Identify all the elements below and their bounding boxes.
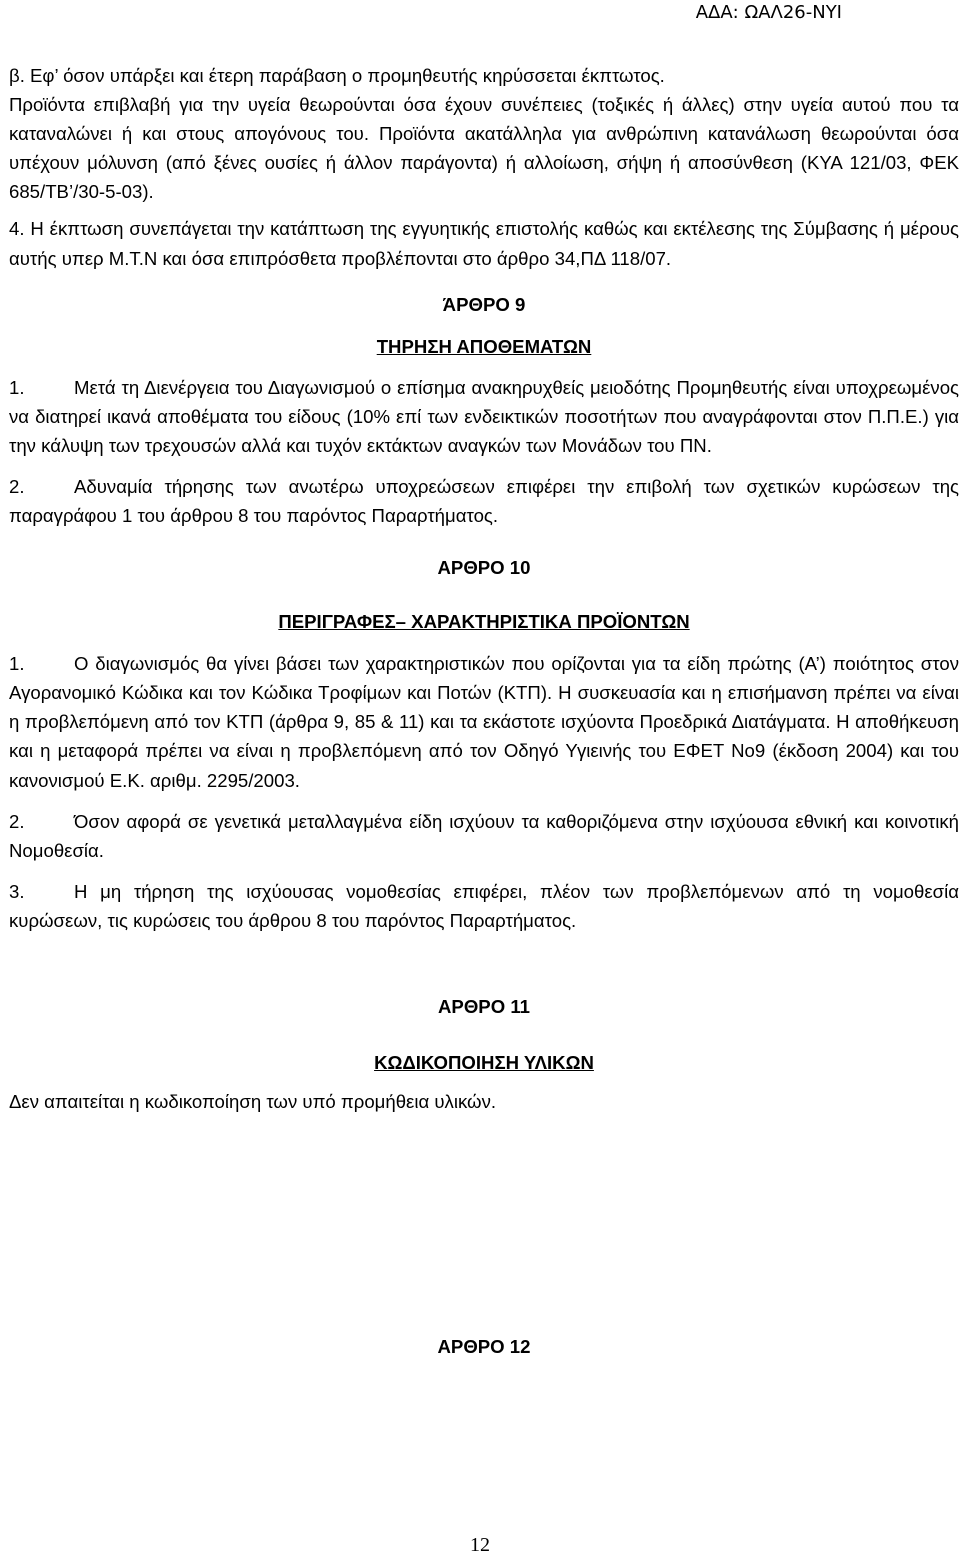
article-9-paragraph-1 <box>9 373 959 460</box>
article-10-item-2-number: 2. <box>9 810 25 832</box>
article-10-paragraph-3 <box>9 877 959 935</box>
article-12-title: ΑΡΘΡΟ 12 <box>437 1336 531 1358</box>
article-10-item-1-text: Ο διαγωνισμός θα γίνει βάσει των χαρακτηριστικών που ορίζονται για τα είδη πρώτης (Α’) ποιότητος στον Αγορανομικό Κώδικα και τον Κώδικα Τροφίμων και Ποτών (ΚΤΠ). Η συσκευασία και η επισήμανση πρέπει να είναι η προβλεπόμενη από τον ΚΤΠ (άρθρα 9, 85 & 11) και τα εκάστοτε ισχύοντα Προεδρικά Διατάγματα. Η αποθήκευση και η μεταφορά πρέπει να είναι η προβλεπόμενη από τον Οδηγό Υγιεινής του ΕΦΕΤ Νο9 (έκδοση 2004) και του κανονισμού Ε.Κ. αριθμ. 2295/2003. <box>9 653 959 791</box>
article-10-paragraph-1 <box>9 649 959 794</box>
article-11-paragraph: Δεν απαιτείται η κωδικοποίηση των υπό προμήθεια υλικών. <box>9 1090 497 1112</box>
article-10-item-3-number: 3. <box>9 880 25 902</box>
article-9-item-2-text: Αδυναμία τήρησης των ανωτέρω υποχρεώσεων επιφέρει την επιβολή των σχετικών κυρώσεων της παραγράφου 1 του άρθρου 8 του παρόντος Παραρτήματος. <box>9 475 959 527</box>
intro-paragraph: Προϊόντα επιβλαβή για την υγεία θεωρούνται όσα έχουν συνέπειες (τοξικές ή άλλες) στην υγεία αυτού που τα καταναλώνει ή και στους απογόνους του. Προϊόντα ακατάλληλα για ανθρώπινη κατανάλωση θεωρούνται όσα υπέχουν μόλυνση (από ξένες ουσίες ή άλλον παράγοντα) ή αλλοίωση, σήψη ή αποσύνθεση (ΚΥΑ 121/03, ΦΕΚ 685/ΤΒ’/30-5-03). <box>9 94 959 203</box>
article-9-item-1-number: 1. <box>9 376 25 398</box>
article-9-paragraph-2 <box>9 472 959 530</box>
article-11-title: ΑΡΘΡΟ 11 <box>438 995 530 1017</box>
intro-item-4: 4. Η έκπτωση συνεπάγεται την κατάπτωση της εγγυητικής επιστολής καθώς και εκτέλεσης της Σύμβασης ή μέρους αυτής υπερ Μ.Τ.Ν και όσα επιπρόσθετα προβλέπονται στο άρθρο 34,ΠΔ 118/07. <box>9 218 959 269</box>
article-10-paragraph-2 <box>9 807 959 865</box>
article-9-item-2-number: 2. <box>9 475 25 497</box>
article-9-subtitle: ΤΗΡΗΣΗ ΑΠΟΘΕΜΑΤΩΝ <box>376 335 592 357</box>
article-11-subtitle: ΚΩΔΙΚΟΠΟΙΗΣΗ ΥΛΙΚΩΝ <box>374 1051 594 1073</box>
document-body <box>9 61 959 1361</box>
article-10-subtitle: ΠΕΡΙΓΡΑΦΕΣ– ΧΑΡΑΚΤΗΡΙΣΤΙΚΑ ΠΡΟΪΟΝΤΩΝ <box>278 611 690 633</box>
article-9-item-1-text: Μετά τη Διενέργεια του Διαγωνισμού ο επίσημα ανακηρυχθείς μειοδότης Προμηθευτής είναι υποχρεωμένος να διατηρεί ικανά αποθέματα του είδους (10% επί των ενδεικτικών ποσοτήτων που αναγράφονται στον Π.Π.Ε.) για την κάλυψη των τρεχουσών αλλά και τυχόν εκτάκτων αναγκών των Μονάδων του ΠΝ. <box>9 376 959 456</box>
article-10-item-3-text: Η μη τήρηση της ισχύουσας νομοθεσίας επιφέρει, πλέον των προβλεπόμενων από τη νομοθεσία κυρώσεων, τις κυρώσεις του άρθρου 8 του παρόντος Παραρτήματος. <box>9 880 959 931</box>
article-10-title: ΑΡΘΡΟ 10 <box>437 557 531 579</box>
article-10-item-1-number: 1. <box>9 653 25 675</box>
article-10-item-2-text: Όσον αφορά σε γενετικά μεταλλαγμένα είδη ισχύουν τα καθοριζόμενα στην ισχύουσα εθνική και κοινοτική Νομοθεσία. <box>9 810 959 861</box>
article-9-title: ΆΡΘΡΟ 9 <box>442 293 526 315</box>
intro-line-b: β. Εφ’ όσον υπάρξει και έτερη παράβαση ο προμηθευτής κηρύσσεται έκπτωτος. <box>9 65 665 86</box>
ada-code: ΑΔΑ: ΩΑΛ26-ΝΥΙ <box>695 2 842 23</box>
page-number: 12 <box>470 1534 490 1556</box>
